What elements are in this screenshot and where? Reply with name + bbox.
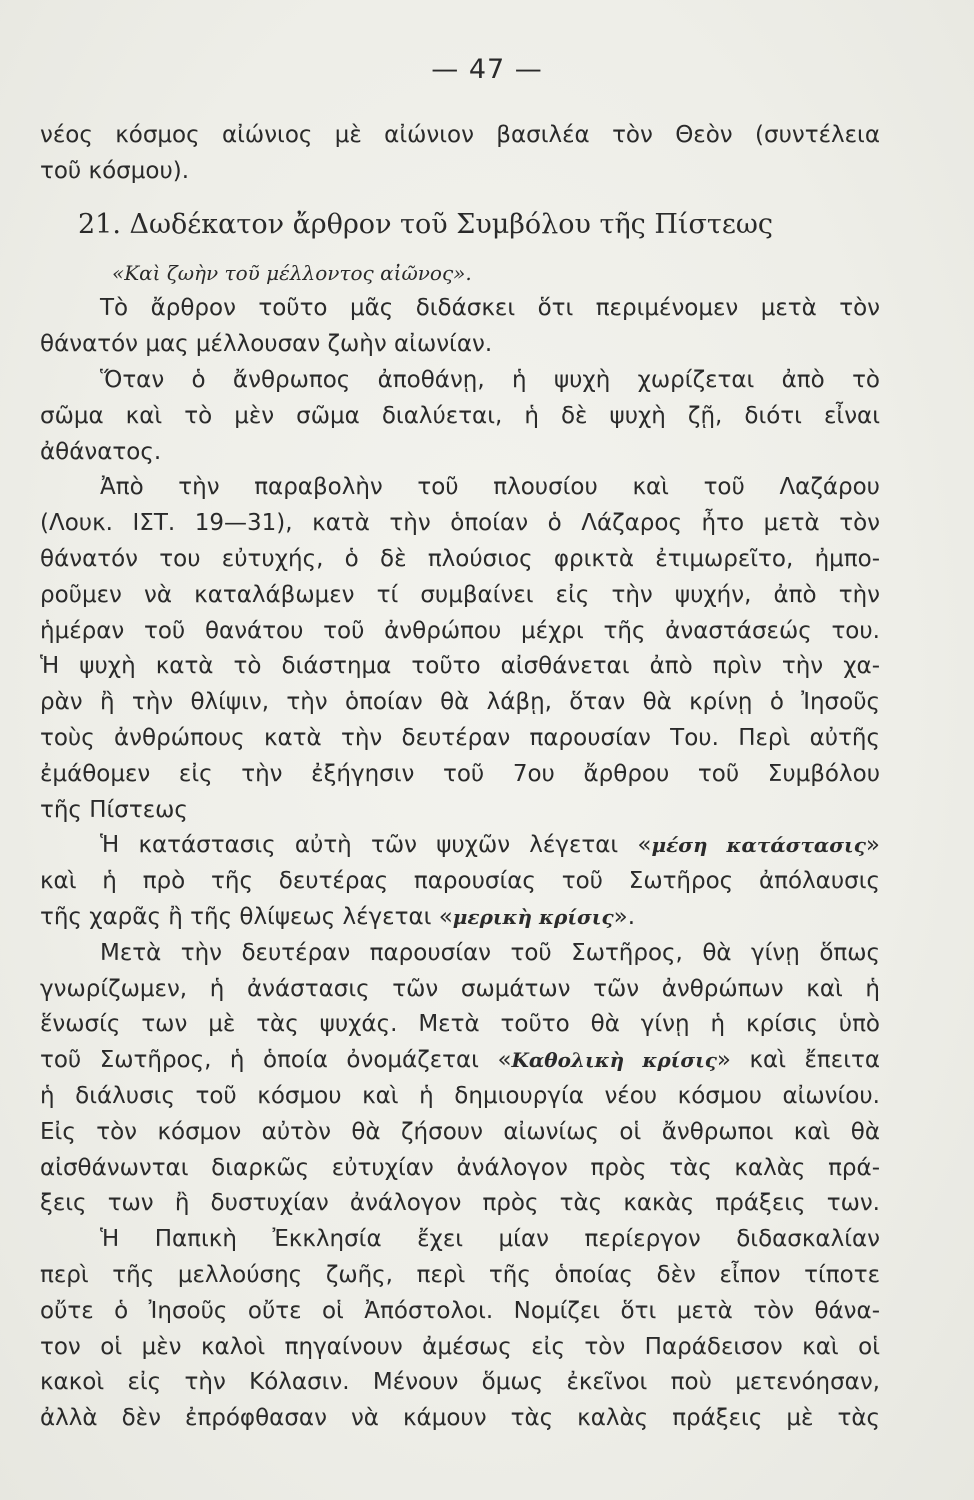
section-heading: 21. Δωδέκατον ἄρθρον τοῦ Συμβόλου τῆς Πίστεως bbox=[78, 208, 773, 240]
text-line bbox=[40, 900, 880, 936]
emphasized-term: μέση κατάστασις bbox=[651, 833, 866, 858]
text-line: ἀθάνατος. bbox=[40, 438, 162, 465]
text-line: θάνατόν του εὐτυχής, ὁ δὲ πλούσιος φρικτὰ ἐτιμωρεῖτο, ἠμπο- bbox=[40, 545, 880, 572]
text-line: ροῦμεν νὰ καταλάβωμεν τί συμβαίνει εἰς τὴν ψυχήν, ἀπὸ τὴν bbox=[40, 581, 880, 608]
section-subheading: «Καὶ ζωὴν τοῦ μέλλοντος αἰῶνος». bbox=[112, 260, 472, 285]
text-line: Τὸ ἄρθρον τοῦτο μᾶς διδάσκει ὅτι περιμένομεν μετὰ τὸν bbox=[100, 295, 880, 322]
text-line bbox=[40, 1043, 880, 1079]
text-line: ἕνωσίς των μὲ τὰς ψυχάς. Μετὰ τοῦτο θὰ γίνῃ ἡ κρίσις ὑπὸ bbox=[40, 1011, 880, 1038]
emphasized-term: μερικὴ κρίσις bbox=[452, 904, 614, 929]
text-line: αἰσθάνωνται διαρκῶς εὐτυχίαν ἀνάλογον πρὸς τὰς καλὰς πρά- bbox=[40, 1154, 880, 1181]
text-line: περὶ τῆς μελλούσης ζωῆς, περὶ τῆς ὁποίας δὲν εἶπον τίποτε bbox=[40, 1261, 880, 1288]
text-fragment: τοῦ Σωτῆρος, ἡ ὁποία ὀνομάζεται « bbox=[40, 1047, 512, 1074]
text-line: ρὰν ἢ τὴν θλίψιν, τὴν ὁποίαν θὰ λάβῃ, ὅταν θὰ κρίνῃ ὁ Ἰησοῦς bbox=[40, 689, 880, 716]
text-line: (Λουκ. ΙΣΤ. 19—31), κατὰ τὴν ὁποίαν ὁ Λάζαρος ἦτο μετὰ τὸν bbox=[40, 510, 880, 537]
text-line: τον οἱ μὲν καλοὶ πηγαίνουν ἀμέσως εἰς τὸν Παράδεισον καὶ οἱ bbox=[40, 1333, 880, 1360]
text-line: οὔτε ὁ Ἰησοῦς οὔτε οἱ Ἀπόστολοι. Νομίζει ὅτι μετὰ τὸν θάνα- bbox=[40, 1297, 880, 1324]
text-line: Μετὰ τὴν δευτέραν παρουσίαν τοῦ Σωτῆρος, θὰ γίνῃ ὅπως bbox=[100, 939, 880, 966]
text-line: καὶ ἡ πρὸ τῆς δευτέρας παρουσίας τοῦ Σωτῆρος ἀπόλαυσις bbox=[40, 868, 880, 895]
page-number: — 47 — bbox=[431, 54, 543, 85]
text-line: νέος κόσμος αἰώνιος μὲ αἰώνιον βασιλέα τὸν Θεὸν (συντέλεια bbox=[40, 122, 880, 148]
text-line: Ἡ Παπικὴ Ἐκκλησία ἔχει μίαν περίεργον διδασκαλίαν bbox=[100, 1226, 880, 1253]
text-line: Εἰς τὸν κόσμον αὐτὸν θὰ ζήσουν αἰωνίως οἱ ἄνθρωποι καὶ θὰ bbox=[40, 1118, 880, 1145]
text-line: Ἀπὸ τὴν παραβολὴν τοῦ πλουσίου καὶ τοῦ Λαζάρου bbox=[100, 474, 880, 501]
text-line: ἡ διάλυσις τοῦ κόσμου καὶ ἡ δημιουργία νέου κόσμου αἰωνίου. bbox=[40, 1082, 880, 1109]
body-text bbox=[40, 118, 880, 1437]
text-line: Ὅταν ὁ ἄνθρωπος ἀποθάνῃ, ἡ ψυχὴ χωρίζεται ἀπὸ τὸ bbox=[100, 366, 880, 393]
text-line: τῆς Πίστεως bbox=[40, 796, 188, 823]
text-fragment: Ἡ κατάστασις αὐτὴ τῶν ψυχῶν λέγεται « bbox=[100, 832, 652, 859]
text-fragment: » bbox=[865, 832, 880, 859]
text-line: τοῦ κόσμου). bbox=[40, 157, 190, 184]
text-line: ἡμέραν τοῦ θανάτου τοῦ ἀνθρώπου μέχρι τῆς ἀναστάσεώς του. bbox=[40, 617, 880, 644]
text-line bbox=[40, 828, 880, 864]
text-line: γνωρίζωμεν, ἡ ἀνάστασις τῶν σωμάτων τῶν ἀνθρώπων καὶ ἡ bbox=[40, 975, 880, 1002]
emphasized-term: Καθολικὴ κρίσις bbox=[511, 1048, 717, 1073]
text-fragment: » καὶ ἔπειτα bbox=[716, 1047, 880, 1074]
text-fragment: τῆς χαρᾶς ἢ τῆς θλίψεως λέγεται « bbox=[40, 903, 453, 930]
text-line: θάνατόν μας μέλλουσαν ζωὴν αἰωνίαν. bbox=[40, 331, 493, 358]
text-line: τοὺς ἀνθρώπους κατὰ τὴν δευτέραν παρουσίαν Του. Περὶ αὐτῆς bbox=[40, 724, 880, 751]
text-line: σῶμα καὶ τὸ μὲν σῶμα διαλύεται, ἡ δὲ ψυχὴ ζῇ, διότι εἶναι bbox=[40, 402, 880, 429]
text-fragment: ». bbox=[613, 903, 636, 930]
text-line: ξεις των ἢ δυστυχίαν ἀνάλογον πρὸς τὰς κακὰς πράξεις των. bbox=[40, 1190, 880, 1217]
text-line: Ἡ ψυχὴ κατὰ τὸ διάστημα τοῦτο αἰσθάνεται ἀπὸ πρὶν τὴν χα- bbox=[40, 653, 880, 680]
text-line: κακοὶ εἰς τὴν Κόλασιν. Μένουν ὅμως ἐκεῖνοι ποὺ μετενόησαν, bbox=[40, 1369, 880, 1396]
text-line: ἐμάθομεν εἰς τὴν ἐξήγησιν τοῦ 7ου ἄρθρου τοῦ Συμβόλου bbox=[40, 760, 880, 787]
text-line: ἀλλὰ δὲν ἐπρόφθασαν νὰ κάμουν τὰς καλὰς πράξεις μὲ τὰς bbox=[40, 1405, 880, 1432]
